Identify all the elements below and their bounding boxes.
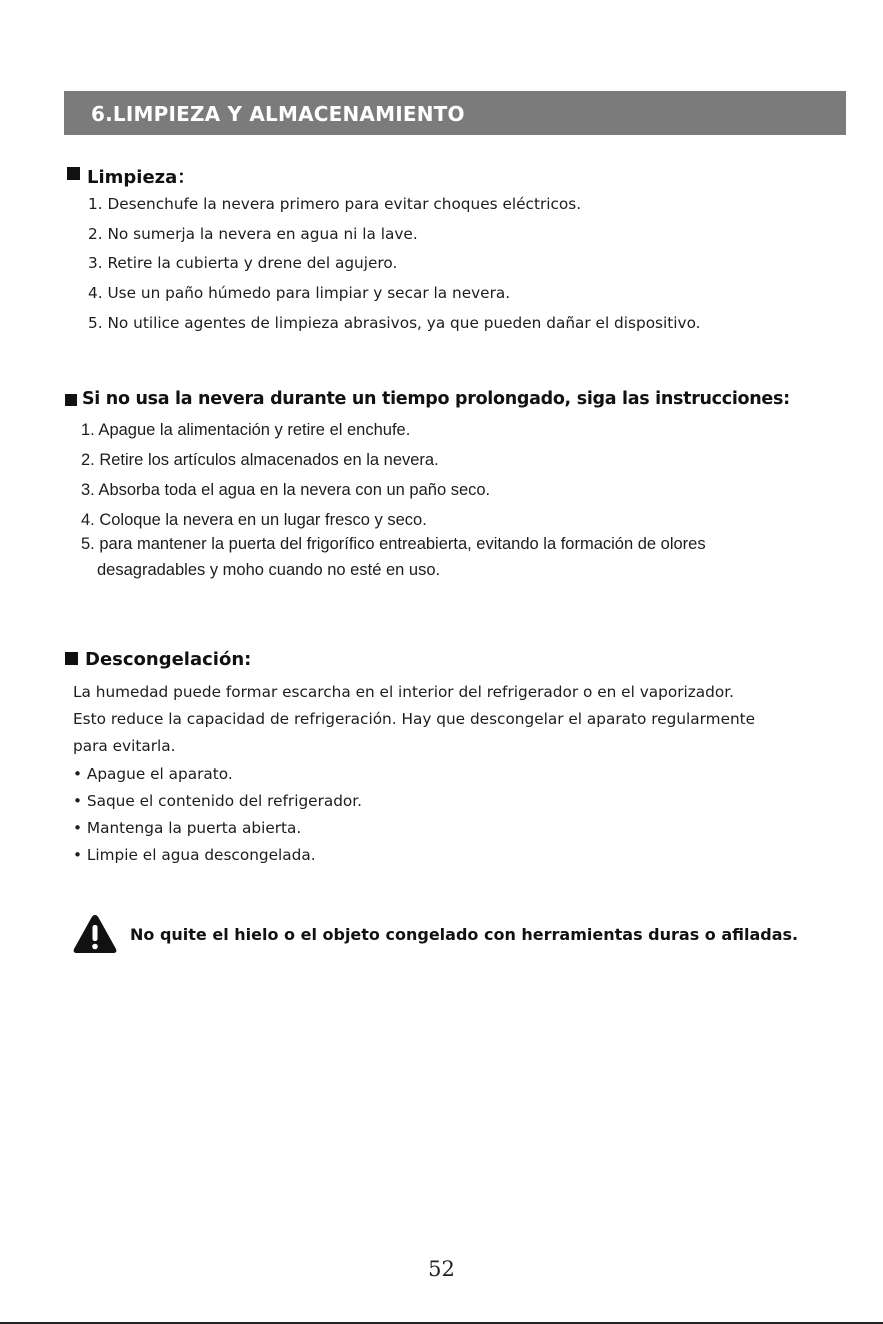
cleaning-item: 1. Desenchufe la nevera primero para evitar choques eléctricos. (88, 195, 582, 213)
page-number: 52 (428, 1257, 455, 1281)
cleaning-item: 3. Retire la cubierta y drene del agujero. (88, 254, 398, 272)
section-title: 6.LIMPIEZA Y ALMACENAMIENTO (91, 102, 465, 126)
heading-bullet-square (65, 394, 77, 406)
heading-bullet-square (67, 167, 80, 180)
storage-item: 1. Apague la alimentación y retire el enchufe. (81, 421, 411, 439)
storage-heading: Si no usa la nevera durante un tiempo prolongado, siga las instrucciones: (82, 389, 790, 409)
storage-item: 5. para mantener la puerta del frigorífico entreabierta, evitando la formación de olores (81, 535, 706, 553)
cleaning-item: 5. No utilice agentes de limpieza abrasivos, ya que pueden dañar el dispositivo. (88, 314, 701, 332)
cleaning-item: 2. No sumerja la nevera en agua ni la lave. (88, 225, 418, 243)
storage-item: 4. Coloque la nevera en un lugar fresco y seco. (81, 511, 427, 529)
warning-triangle-icon (72, 913, 118, 955)
cleaning-heading-colon: ： (177, 167, 196, 188)
warning-text: No quite el hielo o el objeto congelado con herramientas duras o afiladas. (130, 925, 799, 944)
storage-item-continuation: desagradables y moho cuando no esté en uso. (97, 561, 441, 579)
defrost-bullet: • Saque el contenido del refrigerador. (73, 792, 363, 810)
storage-item: 3. Absorba toda el agua en la nevera con un paño seco. (81, 481, 491, 499)
defrost-paragraph-line: Esto reduce la capacidad de refrigeración. Hay que descongelar el aparato regularmente (73, 710, 756, 728)
defrost-bullet: • Apague el aparato. (73, 765, 233, 783)
defrost-paragraph-line: La humedad puede formar escarcha en el interior del refrigerador o en el vaporizador. (73, 683, 734, 701)
storage-item: 2. Retire los artículos almacenados en la nevera. (81, 451, 439, 469)
cleaning-heading (87, 163, 195, 189)
defrost-heading: Descongelación: (85, 649, 252, 670)
defrost-bullet: • Mantenga la puerta abierta. (73, 819, 302, 837)
heading-bullet-square (65, 652, 78, 665)
cleaning-heading-text: Limpieza (87, 167, 178, 188)
defrost-bullet: • Limpie el agua descongelada. (73, 846, 316, 864)
cleaning-item: 4. Use un paño húmedo para limpiar y secar la nevera. (88, 284, 511, 302)
defrost-paragraph-line: para evitarla. (73, 737, 176, 755)
section-banner (64, 91, 846, 135)
